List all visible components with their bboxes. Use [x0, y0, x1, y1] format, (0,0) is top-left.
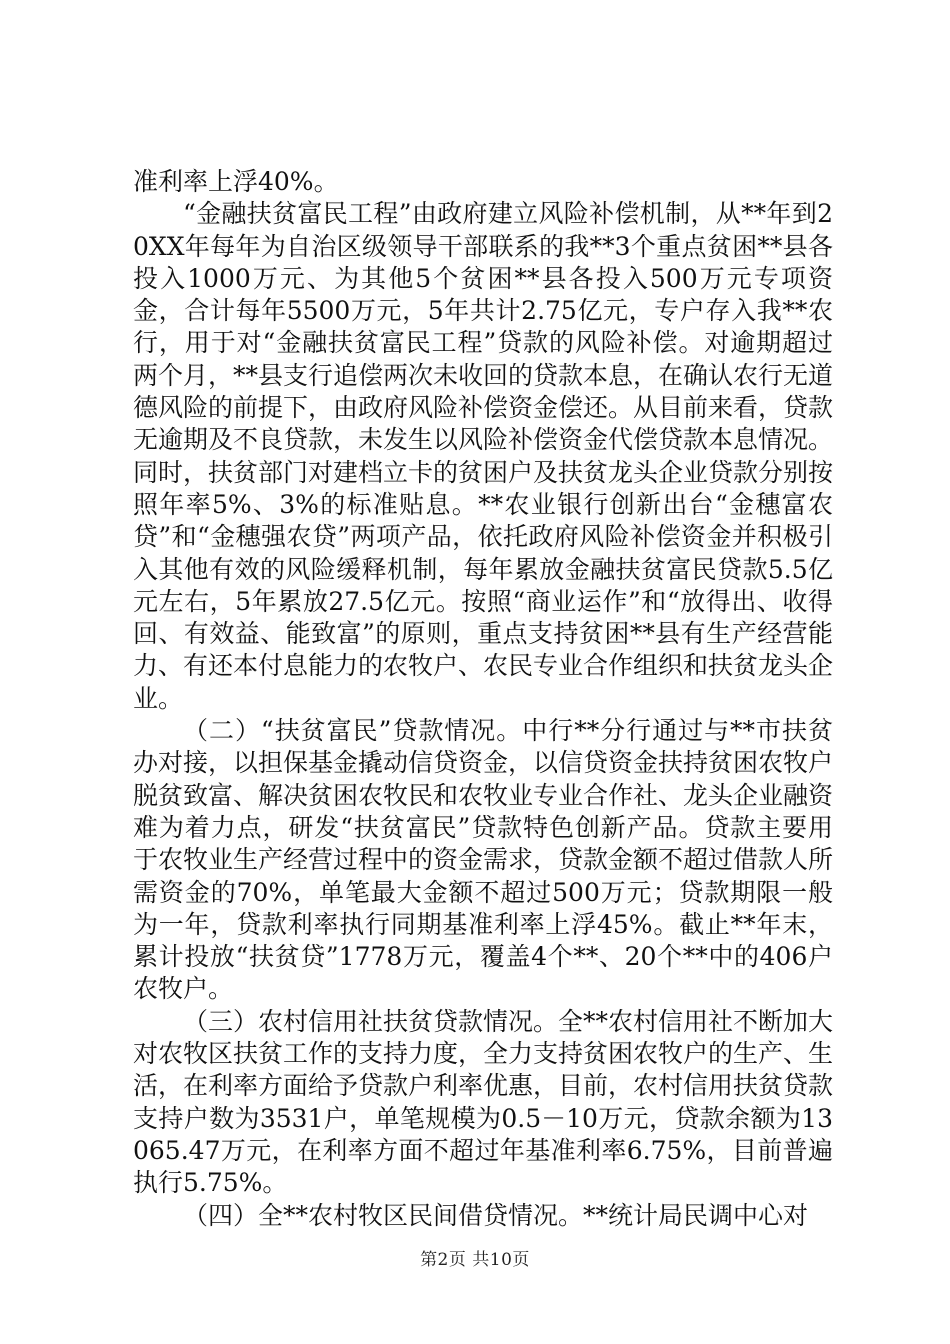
paragraph-2: （二）“扶贫富民”贷款情况。中行**分行通过与**市扶贫办对接，以担保基金撬动信贷资金，以信贷资金扶持贫困农牧户脱贫致富、解决贫困农牧民和农牧业专业合作社、龙头企业融资难为着力点，研发“扶贫富民”贷款特色创新产品。贷款主要用于农牧业生产经营过程中的资金需求，贷款金额不超过借款人所需资金的70%，单笔最大金额不超过500万元；贷款期限一般为一年，贷款利率执行同期基准利率上浮45%。截止**年末，累计投放“扶贫贷”1778万元，覆盖4个**、20个**中的406户农牧户。: [133, 716, 834, 1004]
document-body: [133, 166, 833, 1232]
page-footer: 第2页 共10页: [420, 1250, 530, 1270]
paragraph-3: （三）农村信用社扶贫贷款情况。全**农村信用社不断加大对农牧区扶贫工作的支持力度，全力支持贫困农牧户的生产、生活，在利率方面给予贷款户利率优惠，目前，农村信用扶贫贷款支持户数为3531户，单笔规模为0.5－10万元，贷款余额为13065.47万元，在利率方面不超过年基准利率6.75%，目前普遍执行5.75%。: [133, 1006, 834, 1198]
paragraph-4: （四）全**农村牧区民间借贷情况。**统计局民调中心对: [183, 1200, 809, 1230]
paragraph-1: “金融扶贫富民工程”由政府建立风险补偿机制，从**年到20XX年每年为自治区级领导干部联系的我**3个重点贫困**县各投入1000万元、为其他5个贫困**县各投入500万元专项资金，合计每年5500万元，5年共计2.75亿元，专户存入我**农行，用于对“金融扶贫富民工程”贷款的风险补偿。对逾期超过两个月，**县支行追偿两次未收回的贷款本息，在确认农行无道德风险的前提下，由政府风险补偿资金偿还。从目前来看，贷款无逾期及不良贷款，未发生以风险补偿资金代偿贷款本息情况。同时，扶贫部门对建档立卡的贫困户及扶贫龙头企业贷款分别按照年率5%、3%的标准贴息。**农业银行创新出台“金穗富农贷”和“金穗强农贷”两项产品，依托政府风险补偿资金并积极引入其他有效的风险缓释机制，每年累放金融扶贫富民贷款5.5亿元左右，5年累放27.5亿元。按照“商业运作”和“放得出、收得回、有效益、能致富”的原则，重点支持贫困**县有生产经营能力、有还本付息能力的农牧户、农民专业合作组织和扶贫龙头企业。: [133, 199, 834, 713]
paragraph-0: 准利率上浮40%。: [133, 167, 339, 196]
